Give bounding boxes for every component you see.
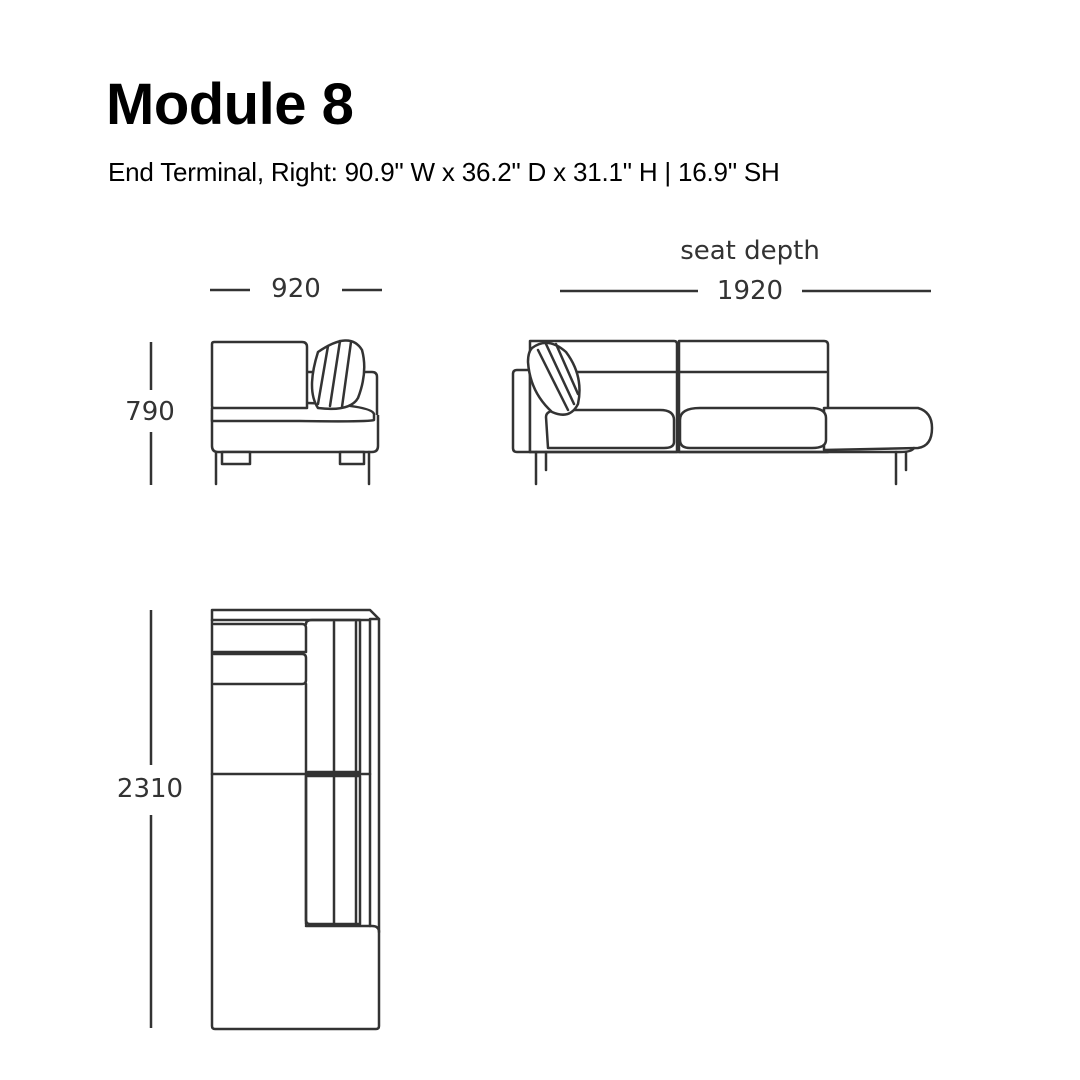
side-height-label: 790 <box>125 397 175 427</box>
front-arm <box>513 370 530 452</box>
side-foot <box>340 452 364 464</box>
front-chaise-cushion <box>824 408 932 450</box>
page-title: Module 8 <box>106 72 354 137</box>
front-view <box>513 236 932 484</box>
side-width-label: 920 <box>271 274 321 304</box>
seat-depth-caption: seat depth <box>680 236 820 266</box>
side-foot <box>222 452 250 464</box>
side-back-block <box>212 342 307 408</box>
side-view <box>125 274 382 485</box>
front-length-label: 1920 <box>716 276 784 306</box>
top-outline <box>212 610 379 1029</box>
front-seat-cushion-right <box>680 408 826 448</box>
top-length-label: 2310 <box>116 774 184 804</box>
top-view <box>117 610 379 1029</box>
dimensions-subtitle: End Terminal, Right: 90.9" W x 36.2" D x 31.1" H | 16.9" SH <box>108 157 780 187</box>
